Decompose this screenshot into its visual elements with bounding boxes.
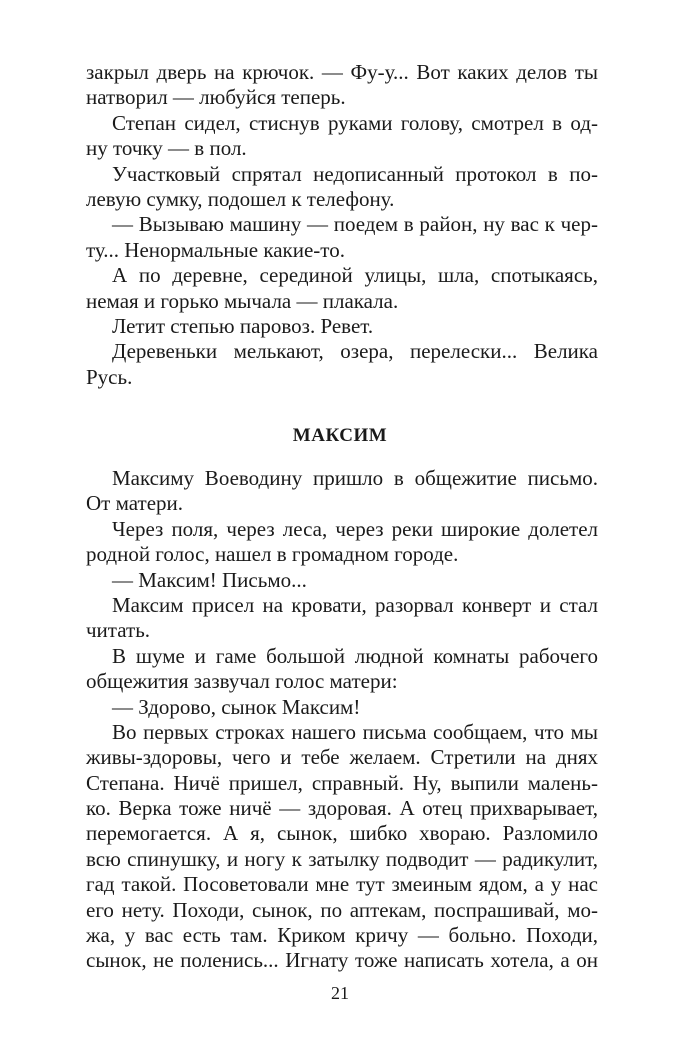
text-line: Участковый спрятал недописанный протокол в по-	[112, 161, 598, 186]
text-line: левую сумку, подошел к телефону.	[86, 186, 395, 211]
text-line: Степан сидел, стиснув руками голову, смотрел в од-	[112, 110, 598, 135]
text-line: — Здорово, сынок Максим!	[112, 694, 361, 719]
text-line: Степана. Ничё пришел, справный. Ну, выпили малень-	[86, 770, 598, 795]
text-line: живы-здоровы, чего и тебе желаем. Стретили на днях	[86, 745, 598, 770]
text-line: закрыл дверь на крючок. — Фу-у... Вот каких делов ты	[86, 60, 598, 84]
text-line: читать.	[86, 618, 151, 643]
text-line: — Максим! Письмо...	[112, 567, 307, 592]
text-line: всю спинушку, и ногу к затылку подводит — радикулит,	[86, 846, 598, 871]
text-line: его нету. Походи, сынок, по аптекам, поспрашивай, мо-	[86, 897, 598, 922]
text-line: гад такой. Посоветовали мне тут змеиным ядом, а у нас	[86, 872, 598, 897]
text-section-maxim	[86, 466, 598, 974]
text-line: В шуме и гаме большой людной комнаты рабочего	[112, 643, 598, 668]
text-section-ending	[86, 60, 598, 390]
text-line: сынок, не поленись... Игнату тоже написать хотела, а он	[86, 948, 598, 973]
text-line: ту... Ненормальные какие-то.	[86, 237, 345, 262]
text-line: перемогается. А я, сынок, шибко хвораю. Разломило	[86, 821, 598, 846]
text-line: Деревеньки мелькают, озера, перелески... Велика	[112, 339, 598, 364]
text-line: — Вызываю машину — поедем в район, ну вас к чер-	[112, 212, 598, 237]
text-line: Русь.	[86, 364, 133, 389]
text-line: От матери.	[86, 491, 184, 516]
text-line: ну точку — в пол.	[86, 136, 247, 161]
text-line: ко. Верка тоже ничё — здоровая. А отец прихварывает,	[86, 796, 598, 821]
chapter-title: МАКСИМ	[292, 425, 388, 446]
page-number: 21	[331, 983, 349, 1003]
text-line: Максим присел на кровати, разорвал конверт и стал	[112, 592, 598, 617]
text-line: жа, у вас есть там. Криком кричу — больно. Походи,	[86, 923, 598, 948]
text-line: немая и горько мычала — плакала.	[86, 288, 399, 313]
text-line: натворил — любуйся теперь.	[86, 85, 346, 110]
text-line: родной голос, нашел в громадном городе.	[86, 542, 459, 567]
text-line: Максиму Воеводину пришло в общежитие письмо.	[112, 466, 598, 490]
text-line: Во первых строках нашего письма сообщаем, что мы	[112, 719, 598, 744]
text-line: А по деревне, серединой улицы, шла, спотыкаясь,	[112, 263, 598, 288]
text-line: Через поля, через леса, через реки широкие долетел	[112, 516, 598, 541]
text-line: общежития зазвучал голос матери:	[86, 669, 398, 694]
text-line: Летит степью паровоз. Ревет.	[112, 313, 374, 338]
